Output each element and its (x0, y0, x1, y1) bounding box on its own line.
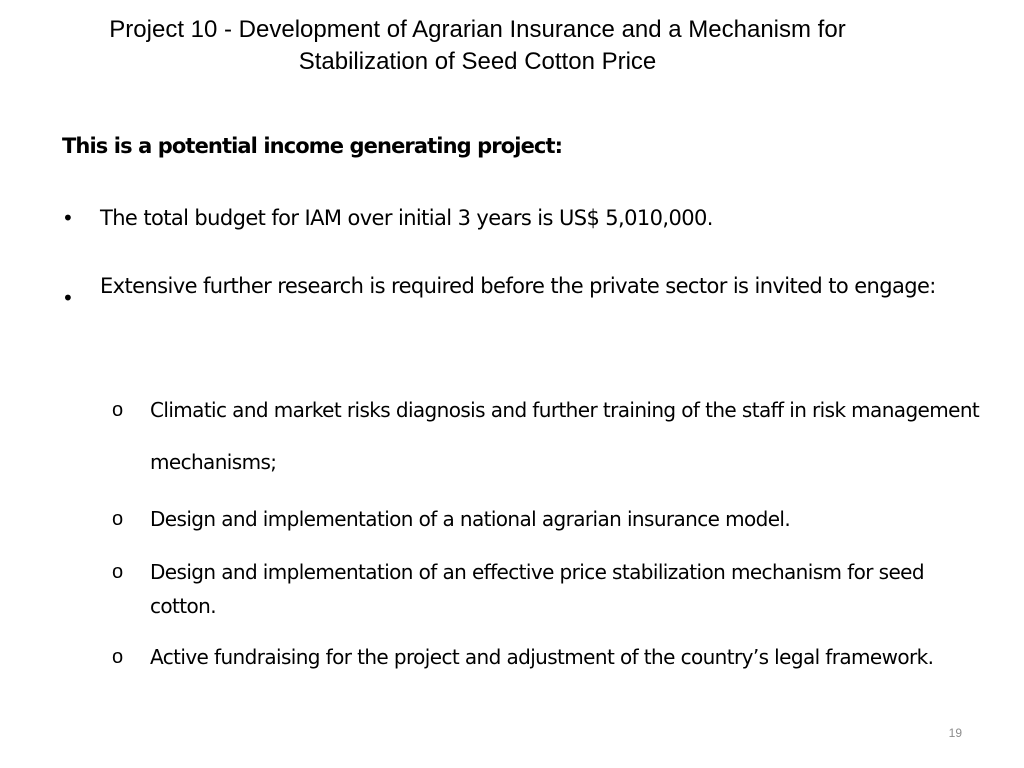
sub-bullet-item-insurance-model (112, 505, 992, 533)
slide-title-line-2: Stabilization of Seed Cotton Price (298, 48, 657, 75)
intro-heading: This is a potential income generating project: (62, 134, 563, 158)
slide-title (20, 14, 935, 78)
sub-bullet-item-risk-diagnosis (112, 395, 992, 488)
sub-bullet-marker: o (112, 508, 123, 530)
bullet-marker: • (62, 286, 74, 310)
bullet-item-research (62, 271, 1002, 325)
sub-bullet-item-fundraising (112, 640, 992, 674)
sub-bullet-marker: o (112, 561, 123, 583)
sub-bullet-text: Design and implementation of a national agrarian insurance model. (150, 507, 791, 531)
slide-title-line-1: Project 10 - Development of Agrarian Insurance and a Mechanism for (109, 16, 846, 43)
bullet-marker: • (62, 206, 74, 230)
sub-bullet-item-price-stabilization (112, 555, 992, 623)
sub-bullet-text: Active fundraising for the project and adjustment of the country’s legal framework. (150, 645, 934, 669)
bullet-text: Extensive further research is required before the private sector is invited to engage: (100, 274, 936, 298)
sub-bullet-marker: o (112, 646, 123, 668)
page-number: 19 (948, 726, 962, 740)
sub-bullet-text: Design and implementation of an effective price stabilization mechanism for seed cotton. (150, 560, 924, 618)
sub-bullet-text: Climatic and market risks diagnosis and further training of the staff in risk management mechanisms; (150, 398, 980, 474)
bullet-text: The total budget for IAM over initial 3 years is US$ 5,010,000. (100, 206, 713, 230)
bullet-item-budget (62, 203, 1002, 233)
sub-bullet-marker: o (112, 399, 123, 421)
